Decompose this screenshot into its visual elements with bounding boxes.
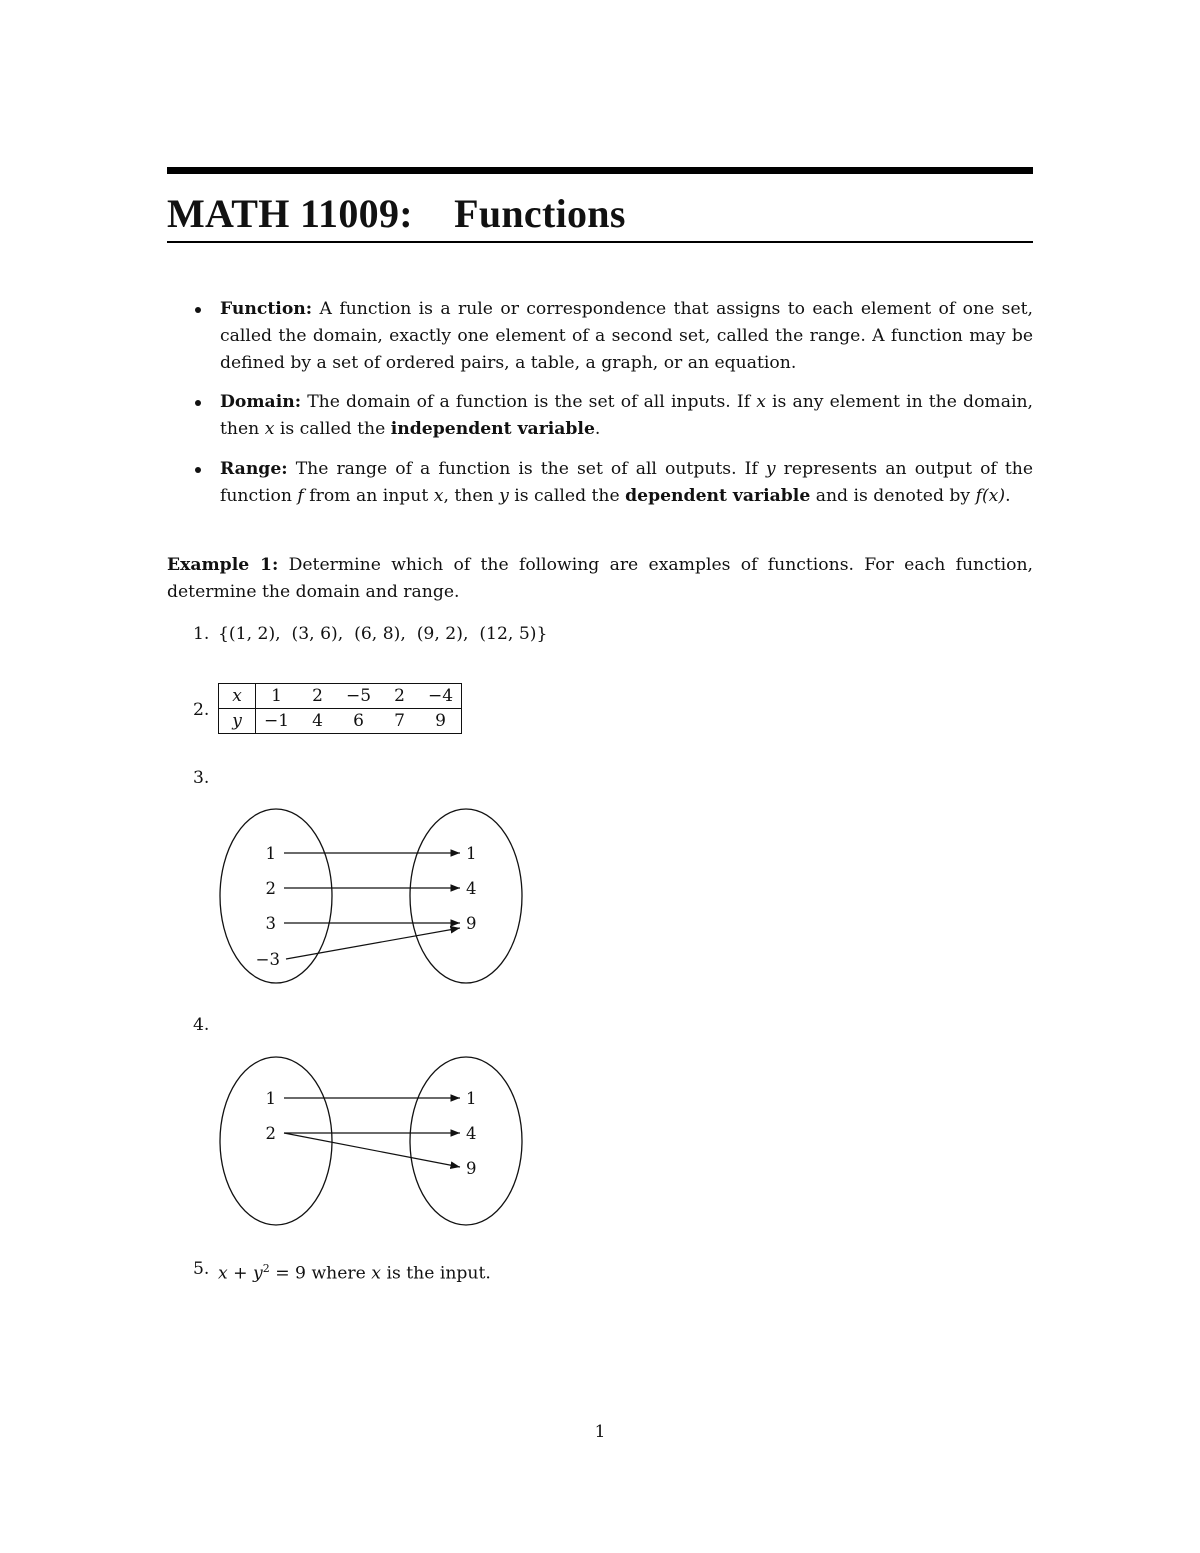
mapping-diagram-3 (200, 800, 540, 990)
term-function: Function: (220, 299, 313, 319)
table-cell: 2 (297, 684, 338, 709)
bullet-icon (195, 467, 201, 473)
range-value: 1 (466, 844, 477, 863)
range-value: 9 (466, 1159, 477, 1178)
definition-domain (190, 389, 1033, 443)
table-cell: −4 (420, 684, 462, 709)
item-number: 5. (193, 1259, 210, 1279)
example-text: Determine which of the following are examples of functions. For each function, determine the domain and range. (167, 555, 1033, 602)
equation-text: where (306, 1263, 372, 1284)
item-number: 1. (193, 624, 210, 644)
domain-value: 2 (265, 1124, 276, 1143)
table-cell: 7 (379, 709, 420, 734)
table-header-y: y (219, 709, 256, 734)
mapping-arrow (286, 928, 460, 959)
table-header-x: x (219, 684, 256, 709)
math-variable: y (765, 458, 776, 479)
definitions-list (190, 296, 1033, 523)
page-title (167, 190, 626, 238)
term-range: Range: (220, 458, 288, 479)
domain-value: 2 (265, 879, 276, 898)
bold-phrase: independent variable (390, 419, 595, 440)
range-value: 9 (466, 914, 477, 933)
definition-range-text: from an input (303, 485, 434, 506)
table-row (219, 709, 462, 734)
definition-domain-text: The domain of a function is the set of all inputs. If (307, 392, 757, 413)
bold-phrase: dependent variable (625, 485, 811, 506)
math-variable: x (756, 392, 766, 413)
math-variable: f (297, 485, 304, 506)
equation-exponent: 2 (262, 1262, 270, 1275)
item-number: 2. (193, 700, 210, 720)
range-value: 4 (466, 1124, 477, 1143)
header-rule-thick (167, 167, 1033, 174)
table-cell: 4 (297, 709, 338, 734)
definition-range-text: and is denoted by (810, 485, 976, 506)
definition-function-text: A function is a rule or correspondence that assigns to each element of one set, called the domain, exactly one element of a second set, called the range. A function may be defined by a set of ordered pairs, a table, a graph, or an equation. (220, 299, 1033, 373)
definition-range (190, 456, 1033, 510)
definition-range-text: is called the (508, 485, 626, 506)
course-code: MATH 11009: (167, 191, 413, 236)
topic-title: Functions (454, 191, 626, 236)
domain-value: 3 (265, 914, 276, 933)
table-cell: −1 (256, 709, 298, 734)
definition-range-text: , then (443, 485, 500, 506)
range-value: 1 (466, 1089, 477, 1108)
example-prompt (167, 552, 1033, 606)
definition-range-text: . (1005, 485, 1011, 506)
example-label: Example 1: (167, 555, 279, 575)
bullet-icon (195, 400, 201, 406)
math-variable: x (264, 419, 275, 440)
xy-table (218, 683, 462, 734)
definition-domain-text: . (594, 419, 601, 440)
mapping-diagram-4 (200, 1045, 540, 1230)
term-domain: Domain: (220, 392, 302, 413)
equation-item (218, 1256, 491, 1287)
item-number: 3. (193, 768, 210, 788)
domain-value: −3 (255, 950, 280, 969)
definition-domain-text: is any element in the domain, then (220, 392, 1033, 440)
math-variable: y (499, 485, 509, 506)
definition-domain-text: is called the (274, 419, 391, 440)
table-cell: 9 (420, 709, 462, 734)
range-value: 4 (466, 879, 477, 898)
table-row (219, 684, 462, 709)
definition-function (190, 296, 1033, 376)
math-expression: f(x) (975, 485, 1006, 506)
table-cell: −5 (338, 684, 379, 709)
bullet-icon (195, 307, 201, 313)
item-number: 4. (193, 1015, 210, 1035)
domain-value: 1 (265, 844, 276, 863)
page-number: 1 (594, 1422, 606, 1442)
equation-rhs: = 9 (269, 1263, 306, 1284)
domain-oval (220, 1057, 332, 1225)
definition-range-text: represents an output of the function (220, 458, 1033, 506)
math-variable: x (433, 485, 444, 506)
table-cell: 1 (256, 684, 298, 709)
math-variable: x (371, 1263, 381, 1284)
equation-text: is the input. (380, 1263, 491, 1284)
definition-range-text: The range of a function is the set of all outputs. If (295, 458, 766, 479)
ordered-pairs-set: {(1, 2), (3, 6), (6, 8), (9, 2), (12, 5)} (218, 624, 548, 644)
table-cell: 6 (338, 709, 379, 734)
header-rule-thin (167, 241, 1033, 243)
equation-lhs: x + y (218, 1263, 263, 1284)
mapping-arrow (284, 1133, 460, 1167)
domain-value: 1 (265, 1089, 276, 1108)
table-cell: 2 (379, 684, 420, 709)
